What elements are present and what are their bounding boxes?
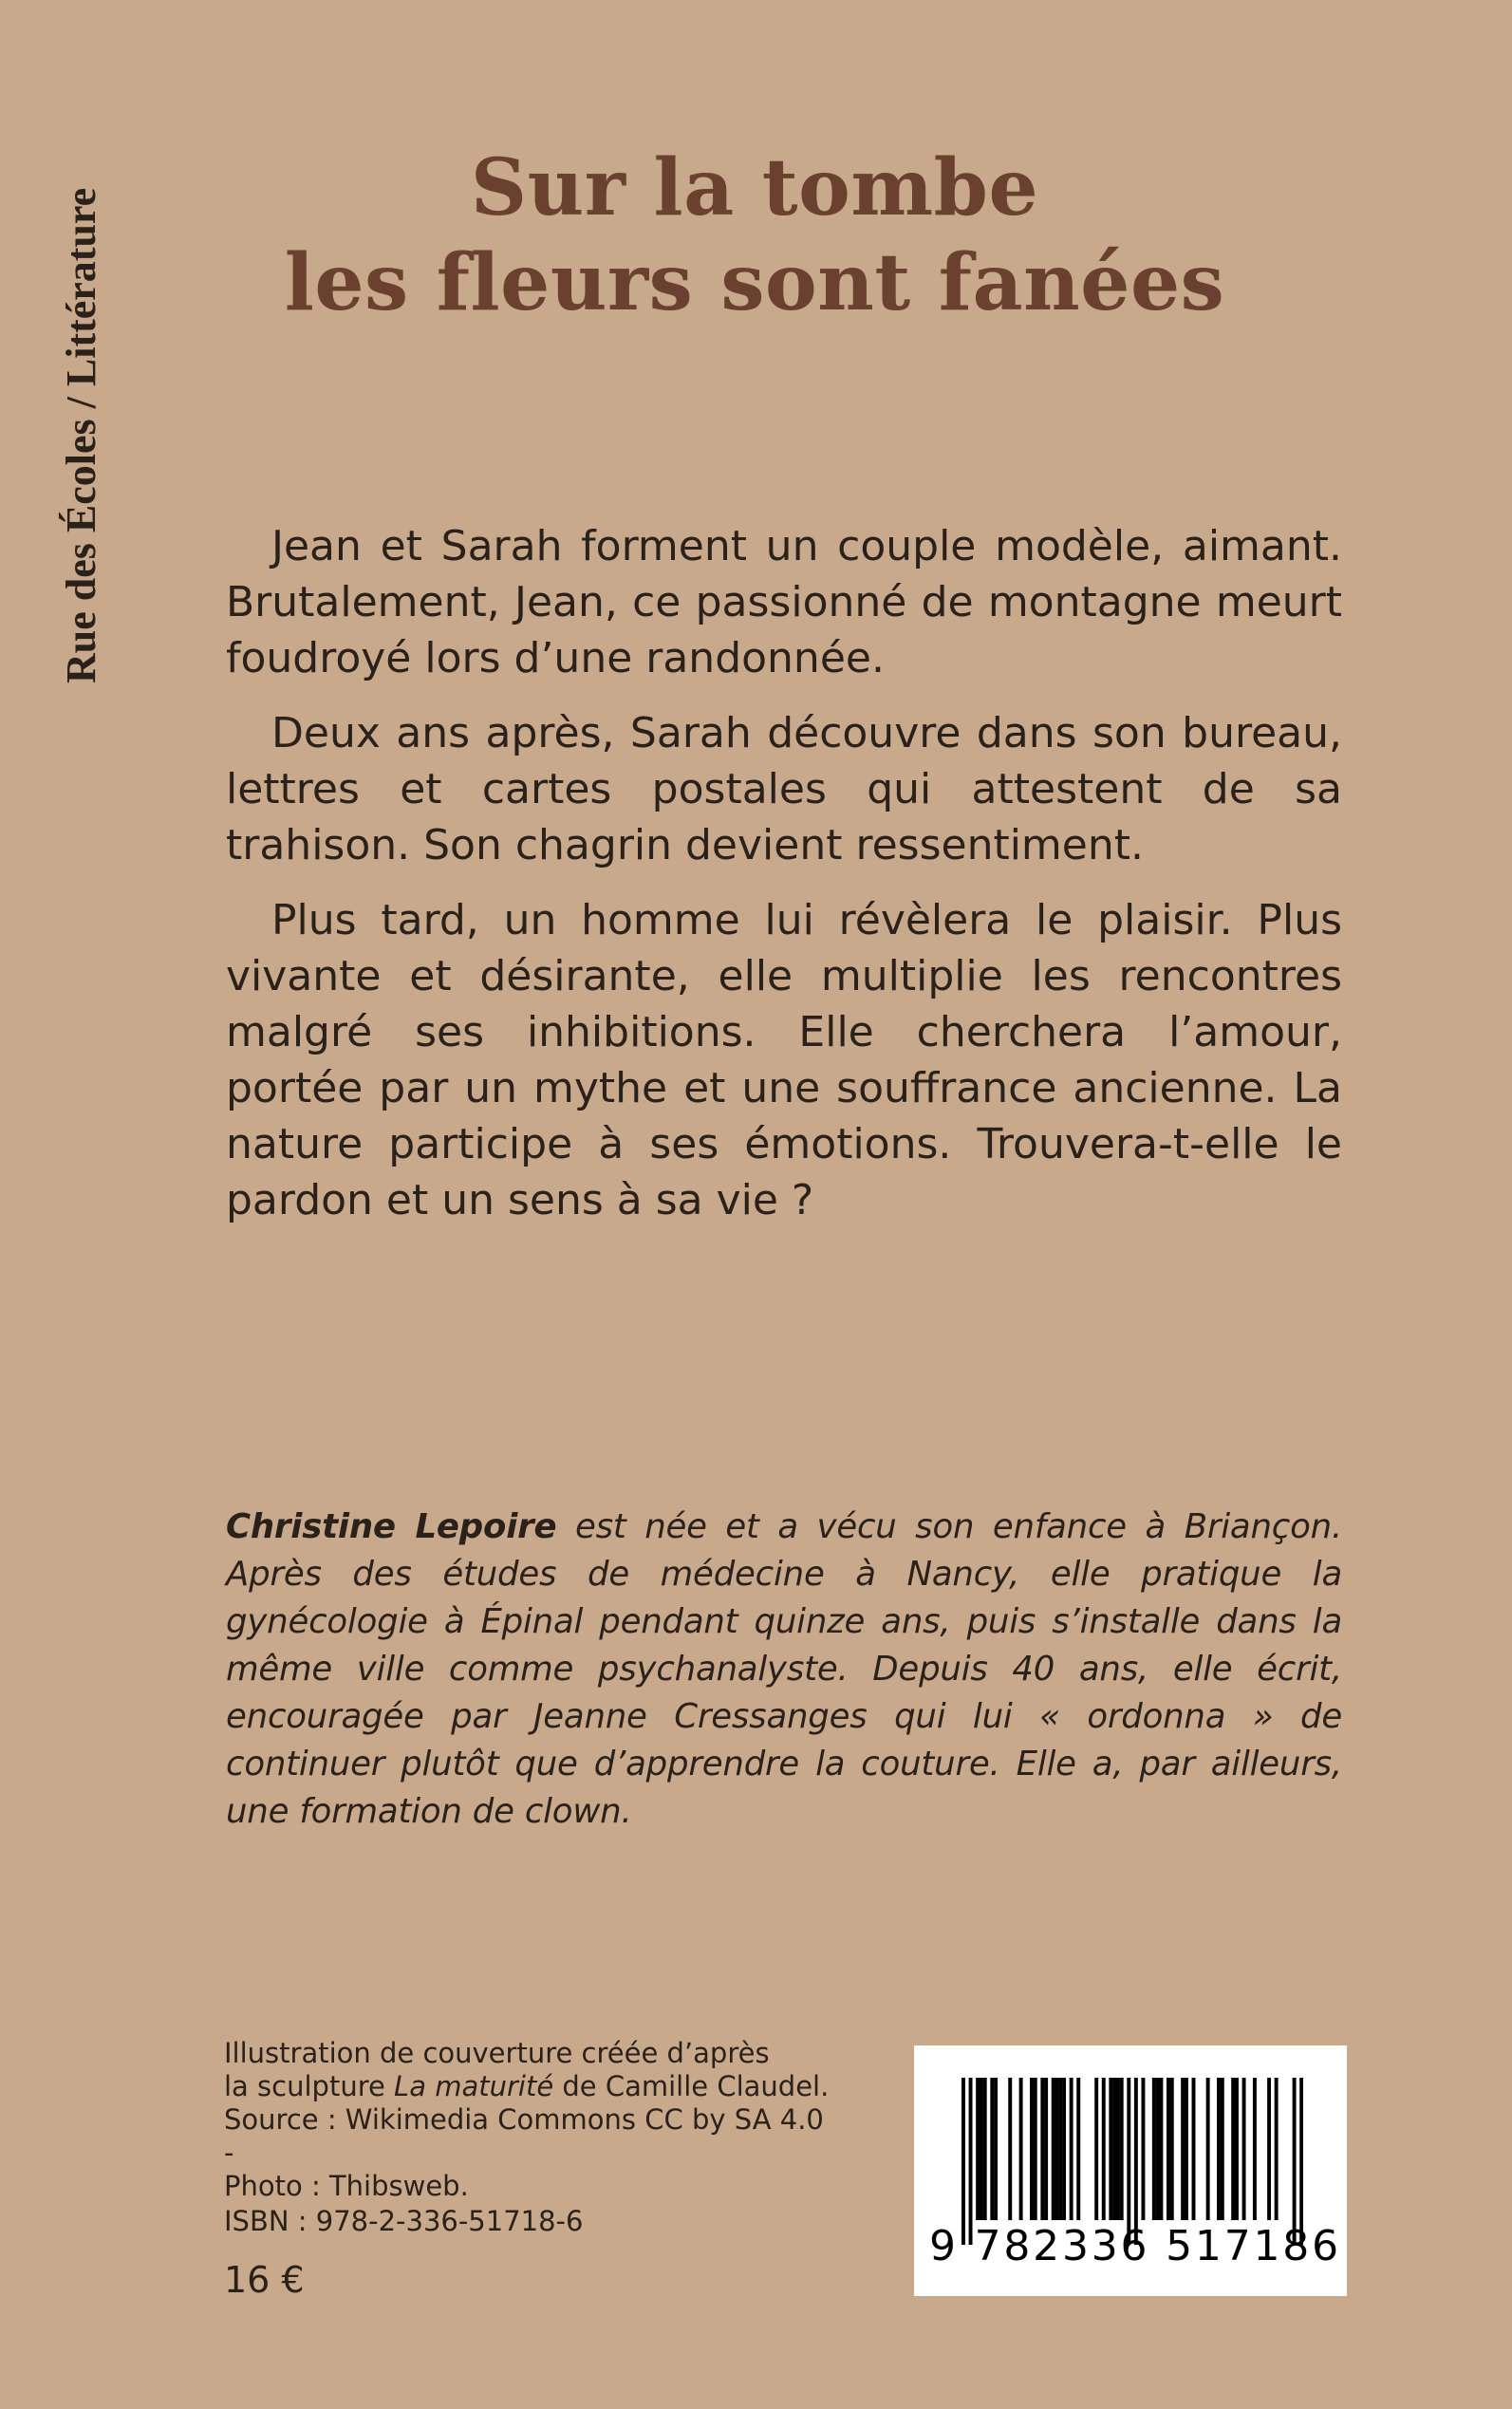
barcode-bar: [994, 2078, 998, 2220]
barcode-bar: [961, 2078, 965, 2245]
barcode-bar: [1076, 2078, 1080, 2220]
barcode-bar: [1217, 2078, 1221, 2220]
barcode-bar: [1235, 2078, 1239, 2220]
barcode-bar: [990, 2078, 994, 2220]
barcode-bar: [1293, 2078, 1297, 2245]
barcode-bar: [1058, 2078, 1062, 2220]
barcode-bar: [1275, 2078, 1279, 2220]
barcode-bar: [1159, 2078, 1163, 2220]
book-title: [228, 140, 1281, 330]
barcode-bar: [1109, 2078, 1112, 2220]
barcode-bar: [980, 2078, 983, 2220]
blurb-paragraph-2: Deux ans après, Sarah découvre dans son bureau, lettres et cartes postales qui attestent de sa trahison. Son chagrin devient ressentiment.: [226, 709, 1342, 869]
blurb-paragraph-1: Jean et Sarah forment un couple modèle, aimant. Brutalement, Jean, ce passionné de montagne meurt foudroyé lors d’une randonnée.: [226, 522, 1342, 682]
credits-line-2-start: la sculpture: [224, 2070, 395, 2102]
collection-label: Rue des Écoles / Littérature: [58, 187, 104, 683]
barcode-bar: [1181, 2078, 1185, 2220]
barcode-bar: [1221, 2078, 1224, 2220]
barcode-bar: [1206, 2078, 1210, 2220]
barcode-bar: [969, 2078, 973, 2245]
isbn: ISBN : 978-2-336-51718-6: [224, 2205, 584, 2237]
barcode-bar: [1094, 2078, 1098, 2220]
blurb: [226, 518, 1342, 1247]
barcode-bar: [1156, 2078, 1160, 2220]
barcode-bar: [1185, 2078, 1188, 2220]
barcode-bar: [1152, 2078, 1156, 2220]
barcode-bar: [1102, 2078, 1106, 2220]
credits-line-1: Illustration de couverture créée d’après: [224, 2037, 770, 2069]
barcode-bar: [1127, 2078, 1130, 2245]
barcode-bar: [1299, 2078, 1303, 2245]
barcode-bar: [1055, 2078, 1059, 2220]
barcode-bar: [1141, 2078, 1145, 2220]
barcode-bar: [1112, 2078, 1116, 2220]
blurb-paragraph-3: Plus tard, un homme lui révèlera le plaisir. Plus vivante et désirante, elle multiplie les rencontres malgré ses inhibitions. Elle cherchera l’amour, portée par un mythe et une souffrance ancienne. La nature participe à ses émotions. Trouvera-t-elle le pardon et un sens à sa vie ?: [226, 896, 1342, 1224]
credits-line-2-end: de Camille Claudel.: [553, 2070, 830, 2102]
price: 16 €: [224, 2259, 305, 2301]
barcode-bar: [1192, 2078, 1196, 2220]
barcode-bars: [961, 2078, 1303, 2245]
title-line-2: les fleurs sont fanées: [284, 237, 1225, 328]
barcode-bar: [1231, 2078, 1235, 2220]
barcode-bar: [1253, 2078, 1257, 2220]
barcode-bar: [1062, 2078, 1066, 2220]
barcode-digits: 9 782336 517186: [929, 2222, 1341, 2270]
barcode-bar: [1116, 2078, 1120, 2220]
sculpture-title: La maturité: [394, 2070, 554, 2102]
barcode-bar: [1167, 2078, 1170, 2220]
author-bio: [226, 1503, 1342, 1836]
barcode-bar: [1034, 2078, 1037, 2220]
barcode-bar: [1134, 2078, 1138, 2245]
barcode-bar: [1040, 2078, 1044, 2220]
author-name: Christine Lepoire: [226, 1507, 557, 1546]
barcode-bar: [1052, 2078, 1055, 2220]
barcode-bar: [1070, 2078, 1073, 2220]
credits-line-3: Source : Wikimedia Commons CC by SA 4.0 -: [224, 2103, 824, 2169]
barcode-bar: [1267, 2078, 1271, 2220]
credits-line-2: [224, 2070, 831, 2103]
title-line-1: Sur la tombe: [470, 142, 1039, 233]
barcode-bar: [1120, 2078, 1124, 2220]
barcode-bar: [1044, 2078, 1048, 2220]
barcode-bar: [1008, 2078, 1012, 2220]
barcode-bar: [976, 2078, 980, 2220]
barcode-bar: [1019, 2078, 1023, 2220]
barcode-bar: [1170, 2078, 1174, 2220]
barcode-bar: [1242, 2078, 1246, 2220]
barcode-bar: [983, 2078, 987, 2220]
cover-credits: [224, 2037, 831, 2203]
credits-line-4: Photo : Thibsweb.: [224, 2170, 469, 2202]
barcode-bar: [1030, 2078, 1034, 2220]
author-bio-text: est née et a vécu son enfance à Briançon. Après des études de médecine à Nancy, elle pratique la gynécologie à Épinal pendant quinze ans, puis s’installe dans la même ville comme psychanalyste. Depuis 40 ans, elle écrit, encouragée par Jeanne Cressanges qui lui « ordonna » de continuer plutôt que d’apprendre la couture. Elle a, par ailleurs, une formation de clown.: [226, 1507, 1342, 1831]
barcode: [914, 2045, 1347, 2296]
